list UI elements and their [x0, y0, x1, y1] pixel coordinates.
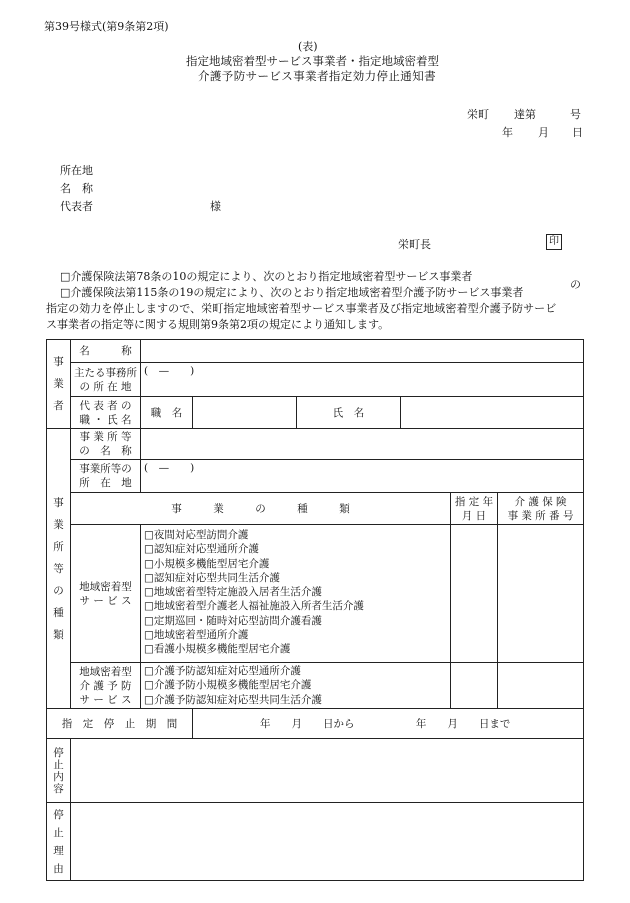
service-item[interactable]: □定期巡回・随時対応型訪問介護看護 [144, 614, 322, 627]
suspension-reason-field[interactable] [71, 803, 584, 881]
service-item[interactable]: □地域密着型介護老人福祉施設入所者生活介護 [144, 600, 364, 613]
service-item[interactable]: □介護予防認知症対応型通所介護 [144, 665, 301, 678]
tatsu-label: 達第 [514, 108, 536, 121]
notice-line3: 指定の効力を停止しますので、栄町指定地域密着型サービス事業者及び指定地域密着型介護予防サービ [46, 302, 557, 315]
designation-date-header: 指 定 年 月 日 [451, 493, 498, 525]
suspension-content-field[interactable] [71, 739, 584, 803]
shimei-label: 氏 名 [297, 397, 401, 429]
office-address-field[interactable] [141, 460, 584, 493]
day-label: 日 [572, 126, 583, 139]
form-number: 第39号様式(第9条第2項) [44, 20, 169, 33]
office-address-label: 事業所等の 所 在 地 [71, 460, 141, 493]
office-name-field[interactable] [141, 429, 584, 460]
suspension-period-field[interactable] [193, 709, 584, 739]
preventive-date-field[interactable] [451, 663, 498, 709]
shokumei-field[interactable] [193, 397, 297, 429]
kind-vertical-label: 事 業 所 等 の 種 類 [47, 429, 71, 709]
office-phone: ( — ) [144, 462, 195, 474]
notice-line1: □介護保険法第78条の10の規定により、次のとおり指定地域密着型サービス事業者 [60, 270, 473, 283]
preventive-service-group-label: 地域密着型 介 護 予 防 サ ー ビ ス [71, 663, 141, 709]
operator-rep-label: 代 表 者 の 職 ・ 氏 名 [71, 397, 141, 429]
seal-mark [546, 234, 562, 250]
operator-office-label: 主たる事務所 の 所 在 地 [71, 363, 141, 397]
jigyosha-vertical-label: 事 業 者 [47, 340, 71, 429]
period-to: 年 月 日まで [415, 717, 511, 730]
page-title-line1: 指定地域密着型サービス事業者・指定地域密着型 [186, 54, 439, 68]
shimei-field[interactable] [401, 397, 584, 429]
office-number-header: 介 護 保 険 事 業 所 番 号 [498, 493, 584, 525]
month-label: 月 [538, 126, 549, 139]
operator-office-field[interactable] [141, 363, 584, 397]
service-item[interactable]: □地域密着型通所介護 [144, 629, 249, 642]
year-label: 年 [502, 126, 513, 139]
sama-label: 様 [210, 200, 221, 213]
page-title-line2: 介護予防サービス事業者指定効力停止通知書 [198, 69, 436, 83]
operator-name-label: 名 称 [71, 340, 141, 363]
preventive-number-field[interactable] [498, 663, 584, 709]
period-from: 年 月 日から [260, 717, 355, 730]
notice-line2: □介護保険法第115条の19の規定により、次のとおり指定地域密着型介護予防サービス事業者 [60, 286, 524, 299]
suspension-content-label: 停 止 内 容 [47, 739, 71, 803]
rep-label: 代表者 [60, 200, 93, 213]
service-kind-header: 事 業 の 種 類 [71, 493, 451, 525]
address-label: 所在地 [60, 164, 93, 177]
service-item[interactable]: □地域密着型特定施設入居者生活介護 [144, 586, 322, 599]
service-item[interactable]: □小規模多機能型居宅介護 [144, 557, 270, 570]
mayor-label: 栄町長 [398, 238, 431, 251]
service-item[interactable]: □認知症対応型共同生活介護 [144, 571, 280, 584]
suspension-period-label: 指 定 停 止 期 間 [47, 709, 193, 739]
notice-no: の [570, 278, 581, 291]
operator-name-field[interactable] [141, 340, 584, 363]
community-service-group-label: 地域密着型 サ ー ビ ス [71, 525, 141, 663]
service-item[interactable]: □看護小規模多機能型居宅介護 [144, 643, 291, 656]
operator-phone: ( — ) [144, 365, 195, 377]
seal-text: 印 [546, 234, 562, 250]
service-item[interactable]: □夜間対応型訪問介護 [144, 529, 249, 541]
name-label: 名 称 [60, 182, 93, 195]
community-number-field[interactable] [498, 525, 584, 663]
issuer-prefix: 栄町 [467, 108, 489, 121]
preventive-service-list [141, 663, 451, 709]
office-name-label: 事 業 所 等 の 名 称 [71, 429, 141, 460]
service-item[interactable]: □認知症対応型通所介護 [144, 543, 259, 556]
community-service-list [141, 525, 451, 663]
community-date-field[interactable] [451, 525, 498, 663]
go-label: 号 [570, 108, 581, 121]
suspension-reason-label: 停 止 理 由 [47, 803, 71, 881]
notice-line4: ス事業者の指定等に関する規則第9条第2項の規定により通知します。 [46, 318, 390, 331]
service-item[interactable]: □介護予防小規模多機能型居宅介護 [144, 679, 312, 692]
service-item[interactable]: □介護予防認知症対応型共同生活介護 [144, 693, 322, 706]
shokumei-label: 職 名 [141, 397, 193, 429]
side-label: (表) [298, 40, 318, 53]
notice-table [46, 339, 584, 881]
